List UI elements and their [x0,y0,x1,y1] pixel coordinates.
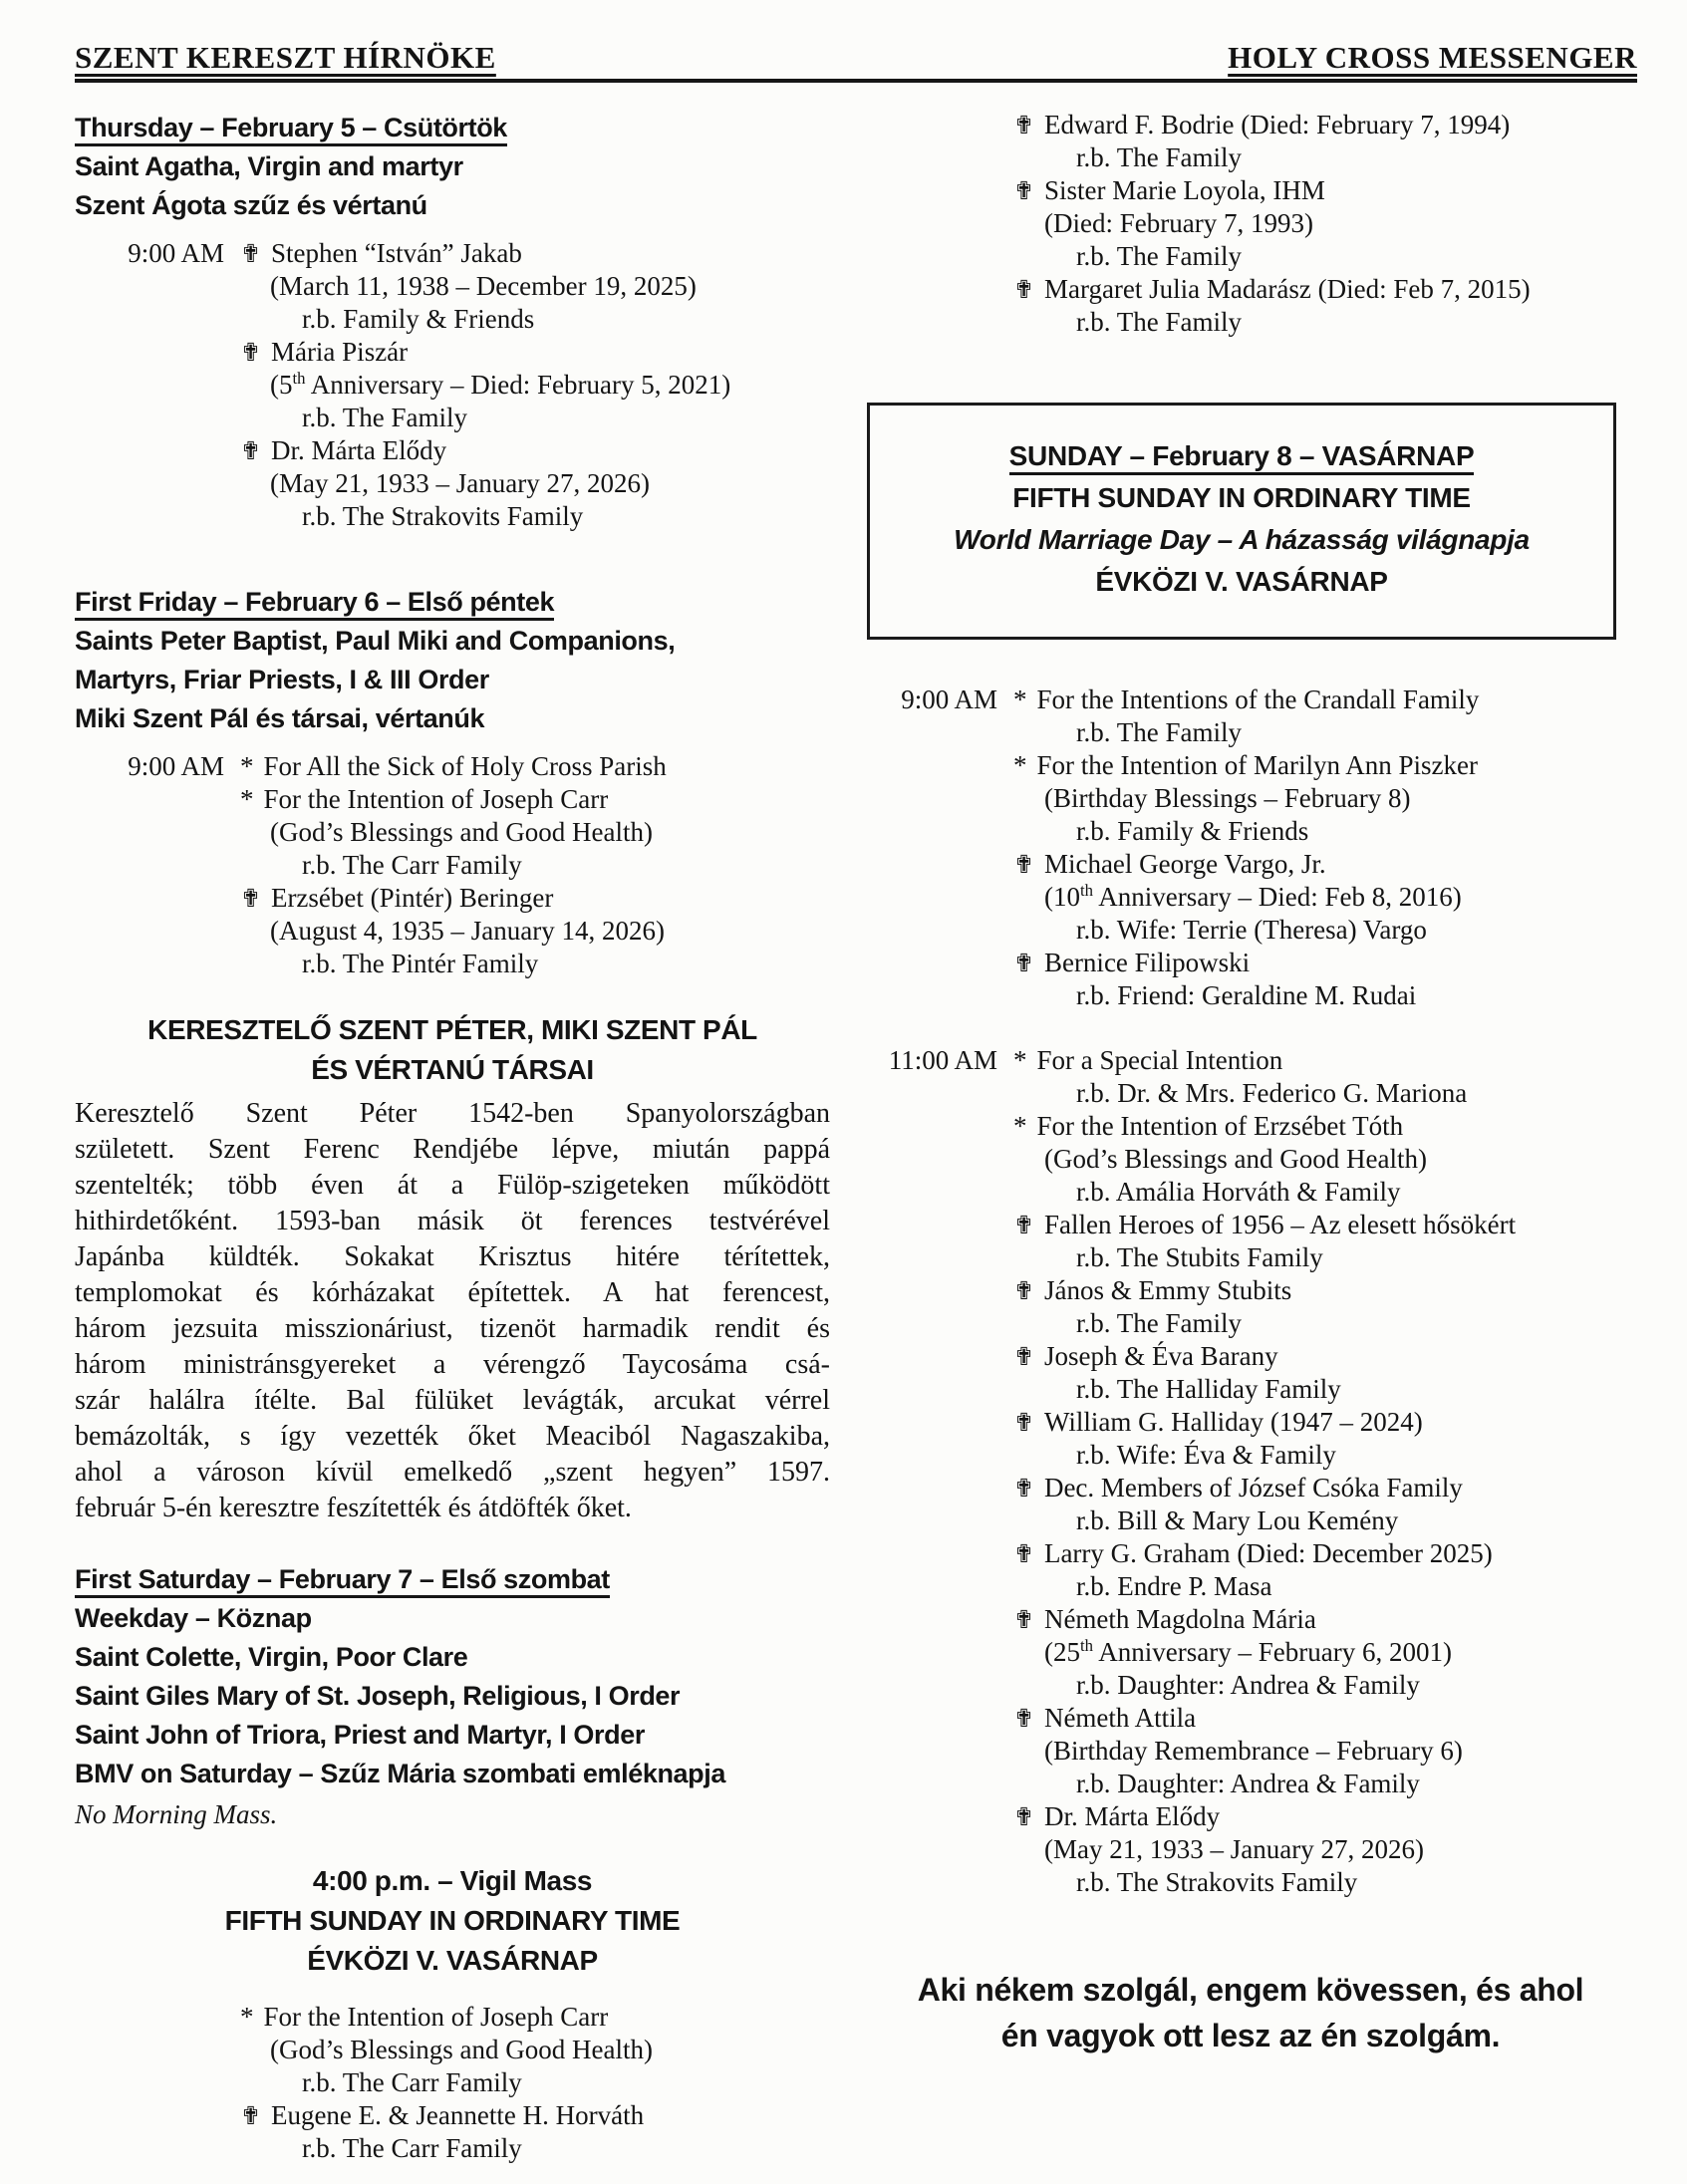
line-text: For the Intention of Erzsébet Tóth [1036,1110,1404,1141]
line-text: Edward F. Bodrie (Died: February 7, 1994) [1043,109,1511,139]
line-text: (5th Anniversary – Died: February 5, 2021) [270,368,731,400]
intention-line [867,815,1634,848]
quote-line [867,1967,1634,2013]
line-text: r.b. Endre P. Masa [1076,1570,1272,1601]
heading-line [75,1941,830,1981]
cross-icon: ✟ [1013,1407,1034,1437]
intention-line [867,1307,1634,1340]
intention-line [867,1044,1634,1077]
line-text: (May 21, 1933 – January 27, 2026) [270,467,650,498]
intention-line [867,1537,1634,1570]
line-text: r.b. Friend: Geraldine M. Rudai [1076,979,1417,1010]
intention-line [867,1735,1634,1768]
heading-line [75,147,830,186]
heading-line [75,661,830,699]
cross-icon: ✟ [1013,1703,1034,1733]
line-text: templomokat és kórházakat építettek. A hat ferencest, [75,1276,830,1308]
line-text: én vagyok ott lesz az én szolgám. [1000,2017,1501,2053]
cross-icon: ✟ [240,337,261,367]
line-text: Dr. Márta Elődy [1043,1800,1221,1831]
intention-line [75,816,830,849]
heading-line [75,1716,830,1755]
intention-line [867,1603,1634,1636]
line-text: r.b. The Family [1076,716,1242,747]
quote-line [867,2013,1634,2058]
line-text: BMV on Saturday – Szűz Mária szombati emléknapja [75,1758,725,1788]
paragraph-line [75,1455,830,1491]
line-text: (Died: February 7, 1993) [1044,207,1313,238]
intention-line [867,1274,1634,1307]
intention-line [867,174,1634,207]
line-text: Stephen “István” Jakab [270,237,522,268]
carried-over-intentions [867,109,1634,339]
sunday-9am-intentions [867,683,1634,1012]
cross-icon: ✟ [1013,948,1034,977]
heading-line [75,1638,830,1677]
heading-line [75,1560,830,1599]
asterisk-bullet: * [240,750,254,781]
intention-line [75,270,830,303]
line-text: (10th Anniversary – Died: Feb 8, 2016) [1044,880,1462,912]
intention-line [867,1833,1634,1866]
cross-icon: ✟ [1013,849,1034,879]
intention-line [75,2132,830,2165]
intention-line [867,749,1634,782]
intention-line [75,915,830,948]
vigil-mass-heading [75,1861,830,1981]
intention-line [867,109,1634,141]
heading-line [75,622,830,661]
line-text: (March 11, 1938 – December 19, 2025) [270,270,697,301]
line-text: Fallen Heroes of 1956 – Az elesett hősökért [1043,1209,1517,1239]
line-text: bemázolták, s így vezették őket Meaciból Nagaszakiba, [75,1420,830,1452]
paragraph-line [75,1096,830,1132]
sunday-11am-intentions [867,1044,1634,1899]
asterisk-bullet: * [240,2001,254,2032]
paragraph-line [75,1275,830,1311]
paragraph-line [75,1132,830,1168]
line-text: For All the Sick of Holy Cross Parish [263,750,667,781]
cross-icon: ✟ [240,883,261,913]
asterisk-bullet: * [240,783,254,814]
line-text: r.b. The Halliday Family [1076,1373,1341,1404]
right-column [867,109,1634,2058]
intention-line [867,1439,1634,1472]
paragraph-line [75,1239,830,1275]
line-text: szentelték; több éven át a Fülöp-szigeteken működött [75,1169,830,1201]
heading-line [876,561,1607,603]
intention-line [867,141,1634,174]
line-text: (May 21, 1933 – January 27, 2026) [1044,1833,1424,1864]
line-text: For the Intention of Joseph Carr [263,2001,609,2032]
line-text: Mária Piszár [270,336,409,367]
intention-line [867,1176,1634,1209]
line-text: r.b. The Strakovits Family [1076,1866,1358,1897]
intention-line [75,750,830,783]
heading-line [75,1901,830,1941]
intention-line [867,1768,1634,1800]
intention-line [867,782,1634,815]
intention-line [75,783,830,816]
line-text: Dr. Márta Elődy [270,434,447,465]
intention-line [867,1570,1634,1603]
intention-line [867,914,1634,947]
line-text: Miki Szent Pál és társai, vértanúk [75,702,485,733]
cross-icon: ✟ [240,238,261,268]
masthead [75,40,1637,83]
line-text: r.b. The Family [1076,240,1242,271]
heading-line [75,186,830,225]
line-text: First Friday – February 6 – Első péntek [75,587,554,621]
line-text: r.b. The Pintér Family [302,948,539,978]
intention-line [867,240,1634,273]
line-text: Thursday – February 5 – Csütörtök [75,113,507,146]
intention-line [867,683,1634,716]
intention-line [75,434,830,467]
line-text: r.b. Bill & Mary Lou Kemény [1076,1504,1399,1535]
cross-icon: ✟ [1013,1275,1034,1305]
line-text: Michael George Vargo, Jr. [1043,848,1326,879]
line-text: (Birthday Remembrance – February 6) [1044,1735,1463,1766]
heading-line [75,1050,830,1090]
intention-line [867,1472,1634,1504]
line-text: r.b. Wife: Terrie (Theresa) Vargo [1076,914,1427,945]
line-text: World Marriage Day – A házasság világnapja [954,523,1530,555]
paragraph-line [75,1347,830,1383]
scripture-quote [867,1967,1634,2058]
mass-time-label: 9:00 AM [128,750,224,781]
line-text: r.b. Daughter: Andrea & Family [1076,1669,1420,1700]
line-text: Erzsébet (Pintér) Beringer [270,882,554,913]
asterisk-bullet: * [1013,749,1027,780]
line-text: szár halálra ítélte. Bal fülüket levágták, arcukat vérrel [75,1384,830,1416]
thursday-section-heading [75,109,830,225]
line-text: FIFTH SUNDAY IN ORDINARY TIME [1012,481,1471,513]
intention-line [75,336,830,369]
intention-line [75,882,830,915]
line-text: (God’s Blessings and Good Health) [270,816,653,847]
masthead-title-hungarian: SZENT KERESZT HÍRNÖKE [75,40,496,75]
line-text: FIFTH SUNDAY IN ORDINARY TIME [224,1904,681,1936]
line-text: Keresztelő Szent Péter 1542-ben Spanyolországban [75,1097,830,1129]
line-text: ÉVKÖZI V. VASÁRNAP [1095,565,1388,597]
intention-line [867,1669,1634,1702]
line-text: Larry G. Graham (Died: December 2025) [1043,1537,1493,1568]
intention-line [75,467,830,500]
bulletin-columns [75,109,1637,2165]
line-text: Saint John of Triora, Priest and Martyr, I Order [75,1719,645,1750]
intention-line [867,1702,1634,1735]
asterisk-bullet: * [1013,1110,1027,1141]
line-text: (25th Anniversary – February 6, 2001) [1044,1635,1452,1667]
line-text: r.b. Wife: Éva & Family [1076,1439,1336,1470]
line-text: ÉVKÖZI V. VASÁRNAP [307,1944,598,1976]
line-text: (God’s Blessings and Good Health) [270,2034,653,2064]
line-text: r.b. Family & Friends [302,303,535,334]
line-text: Saints Peter Baptist, Paul Miki and Companions, [75,625,676,656]
line-text: r.b. Amália Horváth & Family [1076,1176,1401,1207]
line-text: SUNDAY – February 8 – VASÁRNAP [1009,440,1475,475]
asterisk-bullet: * [1013,1044,1027,1075]
line-text: Aki nékem szolgál, engem kövessen, és ahol [917,1971,1584,2008]
intention-line [75,369,830,402]
line-text: (Birthday Blessings – February 8) [1044,782,1411,813]
line-text: First Saturday – February 7 – Első szombat [75,1564,610,1598]
line-text: ÉS VÉRTANÚ TÁRSAI [311,1053,594,1085]
first-saturday-section-heading [75,1560,830,1835]
heading-line [75,1677,830,1716]
line-text: KERESZTELŐ SZENT PÉTER, MIKI SZENT PÁL [147,1013,757,1045]
cross-icon: ✟ [1013,1604,1034,1634]
line-text: három ministránsgyereket a vérengző Taycosáma csá- [75,1348,830,1380]
intention-line [867,979,1634,1012]
first-friday-section-heading [75,583,830,738]
line-text: r.b. The Family [1076,1307,1242,1338]
line-text: Weekday – Köznap [75,1602,312,1633]
vigil-mass-intentions [75,2001,830,2165]
intention-line [867,716,1634,749]
heading-line [75,1861,830,1901]
intention-line [867,1504,1634,1537]
line-text: február 5-én keresztre feszítették és átdöfték őket. [75,1492,632,1523]
line-text: William G. Halliday (1947 – 2024) [1043,1406,1423,1437]
heading-line [75,1010,830,1050]
cross-icon: ✟ [1013,1538,1034,1568]
line-text: ahol a városon kívül emelkedő „szent hegyen” 1597. [75,1456,830,1488]
cross-icon: ✟ [240,435,261,465]
cross-icon: ✟ [1013,1341,1034,1371]
paragraph-line [75,1419,830,1455]
line-text: János & Emmy Stubits [1043,1274,1292,1305]
line-text: Dec. Members of József Csóka Family [1043,1472,1463,1502]
line-text: Saint Giles Mary of St. Joseph, Religious, I Order [75,1680,681,1711]
line-text: Margaret Julia Madarász (Died: Feb 7, 2015) [1043,273,1531,304]
mass-time-label: 9:00 AM [901,683,997,714]
line-text: Martyrs, Friar Priests, I & III Order [75,664,489,694]
line-text: 4:00 p.m. – Vigil Mass [312,1864,593,1896]
line-text: (August 4, 1935 – January 14, 2026) [270,915,665,946]
line-text: r.b. The Family [1076,306,1242,337]
intention-line [867,1110,1634,1143]
line-text: Németh Attila [1043,1702,1197,1733]
sunday-feast-box [867,403,1616,640]
intention-line [867,848,1634,881]
left-column [75,109,830,2165]
mass-time-label: 11:00 AM [888,1044,997,1075]
line-text: r.b. The Carr Family [302,2132,522,2163]
line-text: For the Intentions of the Crandall Family [1036,683,1480,714]
cross-icon: ✟ [1013,1801,1034,1831]
intention-line [867,1373,1634,1406]
intention-line [75,2066,830,2099]
intention-line [867,1866,1634,1899]
heading-line [75,1599,830,1638]
cross-icon: ✟ [1013,110,1034,139]
line-text: r.b. The Family [302,402,467,432]
line-text: r.b. The Carr Family [302,849,522,880]
heading-line [876,519,1607,561]
intention-line [75,2001,830,2034]
line-text: hithirdetőként. 1593-ban másik öt ferences testvérével [75,1205,830,1236]
mass-time-label: 9:00 AM [128,237,224,268]
line-text: r.b. Family & Friends [1076,815,1309,846]
paragraph-line [75,1491,830,1526]
intention-line [867,1209,1634,1241]
intention-line [867,1406,1634,1439]
intention-line [75,849,830,882]
intention-line [867,1077,1634,1110]
line-text: Eugene E. & Jeannette H. Horváth [270,2099,645,2130]
intention-line [75,500,830,533]
heading-line [75,583,830,622]
line-text: r.b. Daughter: Andrea & Family [1076,1768,1420,1798]
heading-line [876,435,1607,477]
line-text: Bernice Filipowski [1043,947,1251,977]
line-text: Sister Marie Loyola, IHM [1043,174,1325,205]
cross-icon: ✟ [1013,1210,1034,1239]
line-text: r.b. The Stubits Family [1076,1241,1323,1272]
line-text: Szent Ágota szűz és vértanú [75,189,427,220]
intention-line [867,881,1634,914]
masthead-title-english: HOLY CROSS MESSENGER [1228,40,1637,75]
first-friday-intentions [75,750,830,980]
heading-line [75,699,830,738]
intention-line [867,306,1634,339]
line-text: No Morning Mass. [75,1798,278,1829]
heading-line [876,477,1607,519]
intention-line [867,1143,1634,1176]
intention-line [75,303,830,336]
line-text: For a Special Intention [1036,1044,1283,1075]
line-text: Joseph & Éva Barany [1043,1340,1278,1371]
line-text: Saint Colette, Virgin, Poor Clare [75,1641,468,1672]
heading-line [75,109,830,147]
line-text: Németh Magdolna Mária [1043,1603,1316,1634]
intention-line [75,237,830,270]
paragraph-line [75,1204,830,1239]
intention-line [75,948,830,980]
line-text: r.b. The Family [1076,141,1242,172]
intention-line [867,1340,1634,1373]
line-text: született. Szent Ferenc Rendjébe lépve, miután pappá [75,1133,830,1165]
intention-line [75,402,830,434]
line-text: három jezsuita misszionáriust, tizenöt harmadik rendit és [75,1312,830,1344]
hungarian-saints-heading [75,1010,830,1090]
cross-icon: ✟ [1013,175,1034,205]
intention-line [867,207,1634,240]
line-text: Japánba küldték. Sokakat Krisztus hitére térítettek, [75,1240,830,1272]
paragraph-line [75,1383,830,1419]
intention-line [75,2034,830,2066]
intention-line [867,1241,1634,1274]
hungarian-saints-paragraph [75,1096,830,1526]
intention-line [75,2099,830,2132]
intention-line [867,1636,1634,1669]
asterisk-bullet: * [1013,683,1027,714]
intention-line [867,273,1634,306]
line-text: (God’s Blessings and Good Health) [1044,1143,1427,1174]
intention-line [867,1800,1634,1833]
paragraph-line [75,1311,830,1347]
cross-icon: ✟ [1013,1473,1034,1502]
line-text: r.b. Dr. & Mrs. Federico G. Mariona [1076,1077,1468,1108]
heading-line [75,1793,830,1835]
line-text: Saint Agatha, Virgin and martyr [75,150,463,181]
line-text: r.b. The Strakovits Family [302,500,584,531]
line-text: For the Intention of Marilyn Ann Piszker [1036,749,1478,780]
intention-line [867,947,1634,979]
line-text: r.b. The Carr Family [302,2066,522,2097]
heading-line [75,1755,830,1793]
line-text: For the Intention of Joseph Carr [263,783,609,814]
cross-icon: ✟ [1013,274,1034,304]
thursday-intentions [75,237,830,533]
cross-icon: ✟ [240,2100,261,2130]
paragraph-line [75,1168,830,1204]
